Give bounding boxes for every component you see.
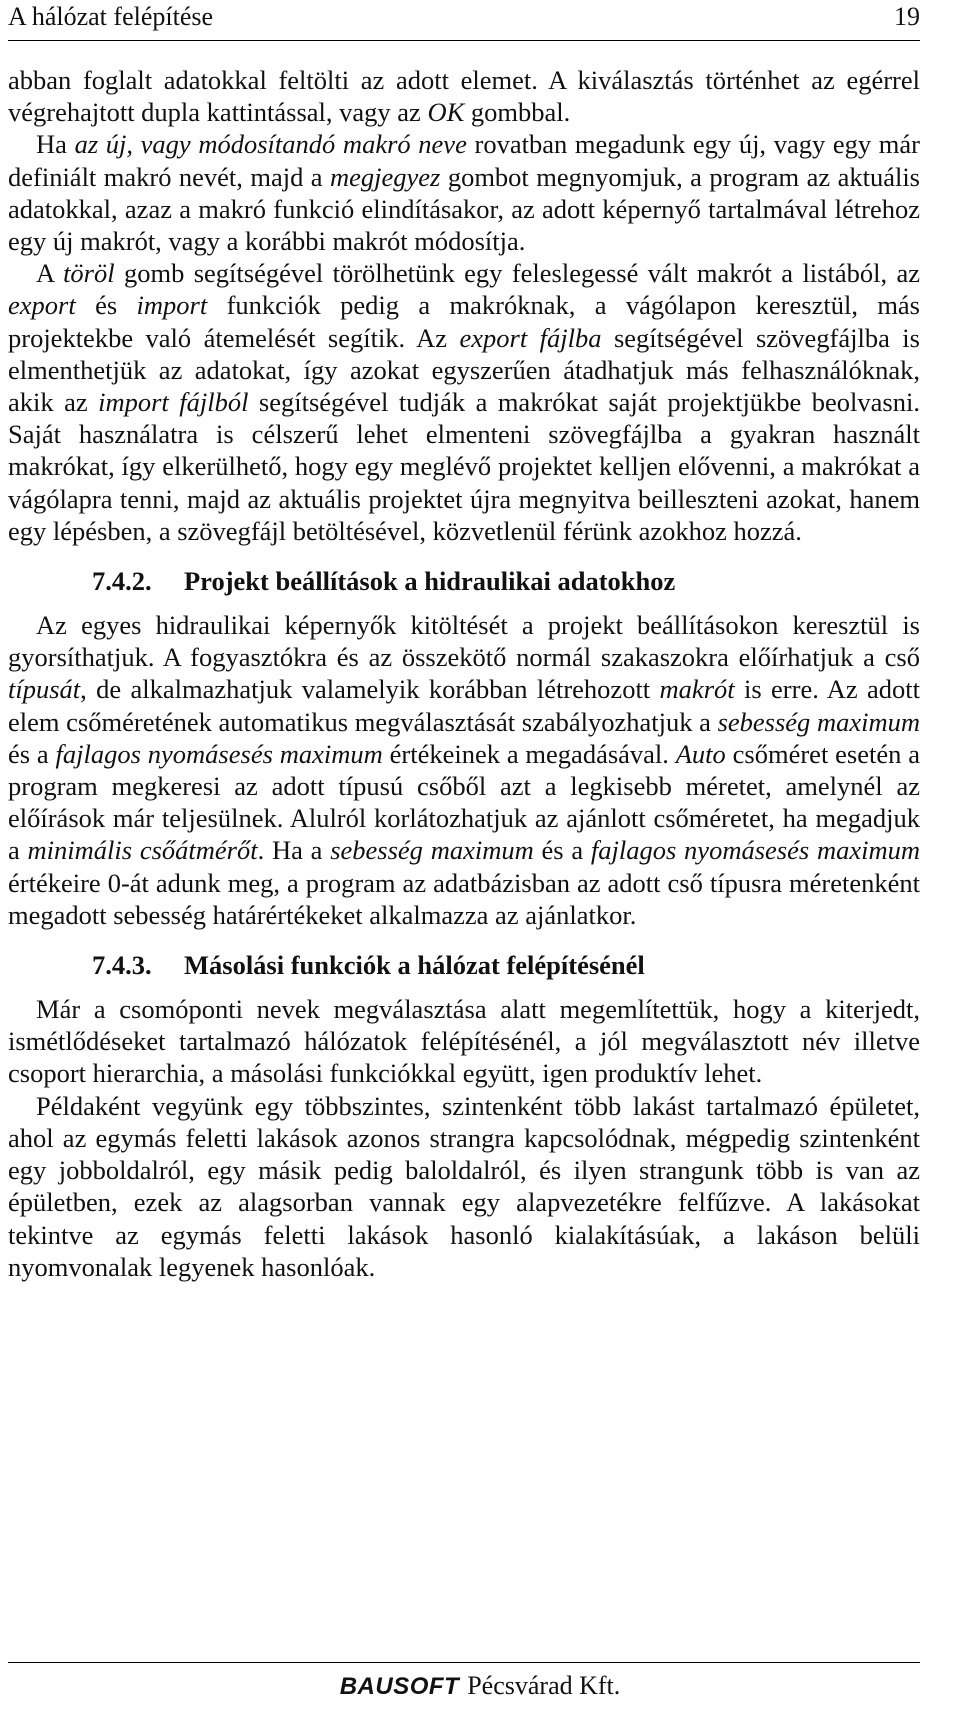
section-number: 7.4.2. (92, 566, 152, 597)
paragraph: Az egyes hidraulikai képernyők kitöltését a projekt beállításokon keresztül is gyorsíthatjuk. A fogyasztókra és az összekötő normál szakaszokra előírhatjuk a cső típusát, de alkalmazhatjuk valamelyik korábban létrehozott makrót is erre. Az adott elem csőméretének automatikus megválasztását szabályozhatjuk a sebesség maximum és a fajlagos nyomásesés maximum értékeinek a megadásával. Auto csőméret esetén a program megkeresi az adott típusú csőből azt a legkisebb méretet, amelynél az előírások már teljesülnek. Alulról korlátozhatjuk az ajánlott csőméretet, ha megadjuk a minimális csőátmérőt. Ha a sebesség maximum és a fajlagos nyomásesés maximum értékeire 0-át adunk meg, a program az adatbázisban az adott cső típusra méretenként megadott sebesség határértékeket alkalmazza az ajánlatkor. (8, 610, 921, 930)
page-number: 19 (894, 2, 920, 31)
company-name: Pécsvárad Kft. (467, 1671, 621, 1700)
footer-divider (8, 1662, 920, 1663)
paragraph: Már a csomóponti nevek megválasztása alatt megemlítettük, hogy a kiterjedt, ismétlődéseket tartalmazó hálózatok felépítésénél, a jól megválasztott név illetve csoport hierarchia, a másolási funkciókkal együtt, igen produktív lehet. (8, 994, 920, 1089)
paragraph: abban foglalt adatokkal feltölti az adott elemet. A kiválasztás történhet az egérrel végrehajtott dupla kattintással, vagy az OK gombbal. (8, 65, 920, 128)
section-heading (8, 949, 920, 981)
page-body (8, 64, 920, 1283)
section-heading (8, 565, 920, 597)
page-header (8, 0, 920, 41)
page-footer (0, 1671, 960, 1701)
paragraph: Példaként vegyünk egy többszintes, szintenként több lakást tartalmazó épületet, ahol az egymás feletti lakások azonos strangra kapcsolódnak, mégpedig szintenként egy jobboldalról, egy másik pedig baloldalról, és ilyen strangunk több is van az épületben, ezek az alagsorban vannak egy alapvezetékre felfűzve. A lakásokat tekintve az egymás feletti lakások hasonló kialakításúak, a lakáson belüli nyomvonalak legyenek hasonlóak. (8, 1090, 920, 1282)
paragraph: Ha az új, vagy módosítandó makró neve rovatban megadunk egy új, vagy egy már definiált makró nevét, majd a megjegyez gombot megnyomjuk, a program az aktuális adatokkal, azaz a makró funkció elindításakor, az adott képernyő tartalmával létrehoz egy új makrót, vagy a korábbi makrót módosítja. (8, 129, 920, 257)
section-title: Projekt beállítások a hidraulikai adatokhoz (184, 566, 676, 597)
section-number: 7.4.3. (92, 950, 152, 981)
section-title: Másolási funkciók a hálózat felépítésénél (184, 950, 645, 981)
running-title: A hálózat felépítése (8, 2, 214, 31)
paragraph: A töröl gomb segítségével törölhetünk egy feleslegessé vált makrót a listából, az export és import funkciók pedig a makróknak, a vágólapon keresztül, más projektekbe való átemelését segítik. Az export fájlba segítségével szövegfájlba is elmenthetjük az adatokat, így azokat egyszerűen átadhatjuk más felhasználóknak, akik az import fájlból segítségével tudják a makrókat saját projektjükbe beolvasni. Saját használatra is célszerű lehet elmenteni szövegfájlba a gyakran használt makrókat, így elkerülhető, hogy egy meglévő projektet kelljen elővenni, a makrókat a vágólapra tenni, majd az aktuális projektet újra megnyitva beilleszteni azokat, hanem egy lépésben, a szövegfájl betöltésével, közvetlenül férünk azokhoz hozzá. (8, 258, 920, 546)
bausoft-logo: BAUSOFT (339, 1673, 460, 1700)
